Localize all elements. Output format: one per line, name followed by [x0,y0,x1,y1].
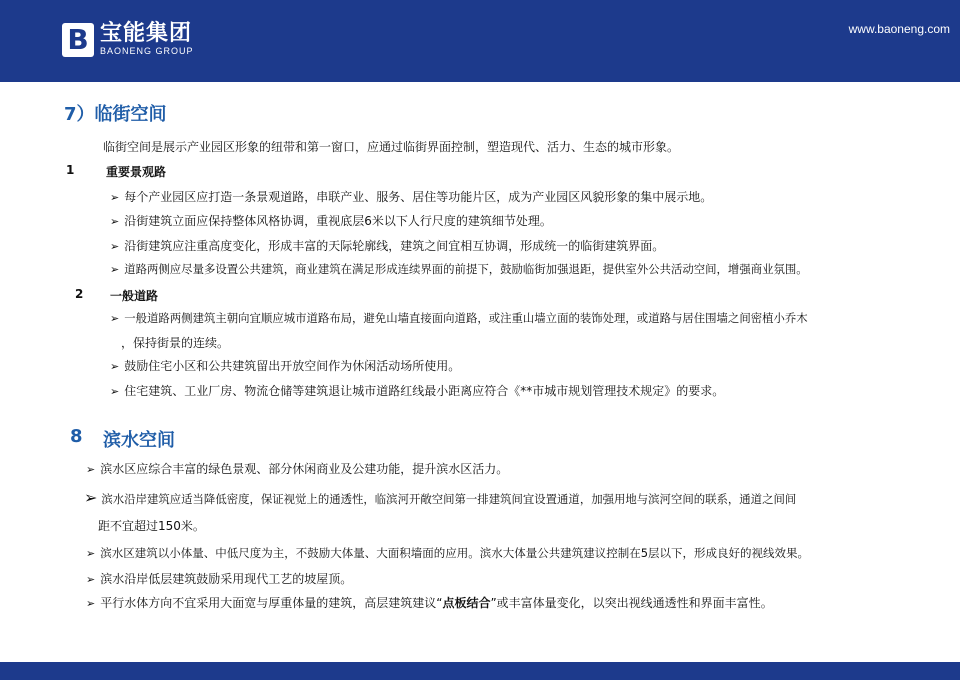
logo-english-name: BAONENG GROUP [100,46,194,56]
arrowhead-bullet-icon: ➢ [110,360,120,373]
arrowhead-bullet-icon: ➢ [110,215,120,228]
logo-mark: B [62,23,94,57]
header-bar [0,0,960,82]
list-item: ➢ 道路两侧应尽量多设置公共建筑，商业建筑在满足形成连续界面的前提下，鼓励临街加强退距，提供室外公共活动空间，增强商业氛围。 [110,262,808,276]
list-item-continuation: 距不宜超过150米。 [98,519,205,533]
emphasis-text: 点板结合 [442,596,491,610]
arrowhead-bullet-icon: ➢ [86,573,96,586]
logo-chinese-name: 宝能集团 [100,21,193,46]
section-7-title: 7）临街空间 [64,104,167,125]
company-logo [62,22,194,57]
list-item: ➢ 住宅建筑、工业厂房、物流仓储等建筑退让城市道路红线最小距离应符合《**市城市规划管理技术规定》的要求。 [110,384,725,398]
list-item: ➢ 每个产业园区应打造一条景观道路，串联产业、服务、居住等功能片区，成为产业园区风貌形象的集中展示地。 [110,190,713,204]
arrowhead-bullet-icon: ➢ [110,312,120,325]
list-item: ➢ 滨水沿岸低层建筑鼓励采用现代工艺的坡屋顶。 [86,572,353,586]
arrowhead-bullet-icon: ➢ [86,547,96,560]
list-item: ➢ 一般道路两侧建筑主朝向宜顺应城市道路布局，避免山墙直接面向道路，或注重山墙立面的装饰处理，或道路与居住围墙之间密植小乔木 [110,311,808,325]
subsection-1-number: 1 [66,163,75,177]
arrowhead-bullet-icon: ➢ [110,191,120,204]
list-item: ➢ 滨水区应综合丰富的绿色景观、部分休闲商业及公建功能，提升滨水区活力。 [86,462,509,476]
subsection-2-title: 一般道路 [110,289,159,303]
arrowhead-bullet-icon: ➢ [84,488,98,507]
section-8-title: 滨水空间 [103,430,175,451]
list-item: ➢ 平行水体方向不宜采用大面宽与厚重体量的建筑，高层建筑建议“点板结合”或丰富体量变化，以突出视线通透性和界面丰富性。 [86,596,773,610]
list-item: ➢ 鼓励住宅小区和公共建筑留出开放空间作为休闲活动场所使用。 [110,359,461,373]
arrowhead-bullet-icon: ➢ [110,240,120,253]
subsection-1-title: 重要景观路 [106,165,167,179]
arrowhead-bullet-icon: ➢ [110,385,120,398]
website-url: www.baoneng.com [848,22,950,36]
section-7-intro: 临街空间是展示产业园区形象的纽带和第一窗口，应通过临街界面控制，塑造现代、活力、生态的城市形象。 [103,140,680,154]
arrowhead-bullet-icon: ➢ [86,597,96,610]
list-item: ➢ 滨水区建筑以小体量、中低尺度为主，不鼓励大体量、大面积墙面的应用。滨水大体量公共建筑建议控制在5层以下，形成良好的视线效果。 [86,546,810,560]
list-item: ➢ 沿街建筑应注重高度变化，形成丰富的天际轮廓线，建筑之间宜相互协调，形成统一的临街建筑界面。 [110,239,665,253]
subsection-2-number: 2 [75,287,84,301]
list-item-continuation: ，保持街景的连续。 [121,336,230,350]
section-8-number: 8 [70,426,83,447]
list-item: ➢ 滨水沿岸建筑应适当降低密度，保证视觉上的通透性，临滨河开敞空间第一排建筑间宜设置通道，加强用地与滨河空间的联系，通道之间间 [84,488,797,507]
arrowhead-bullet-icon: ➢ [110,263,120,276]
arrowhead-bullet-icon: ➢ [86,463,96,476]
list-item: ➢ 沿街建筑立面应保持整体风格协调，重视底层6米以下人行尺度的建筑细节处理。 [110,214,552,228]
footer-bar [0,662,960,680]
